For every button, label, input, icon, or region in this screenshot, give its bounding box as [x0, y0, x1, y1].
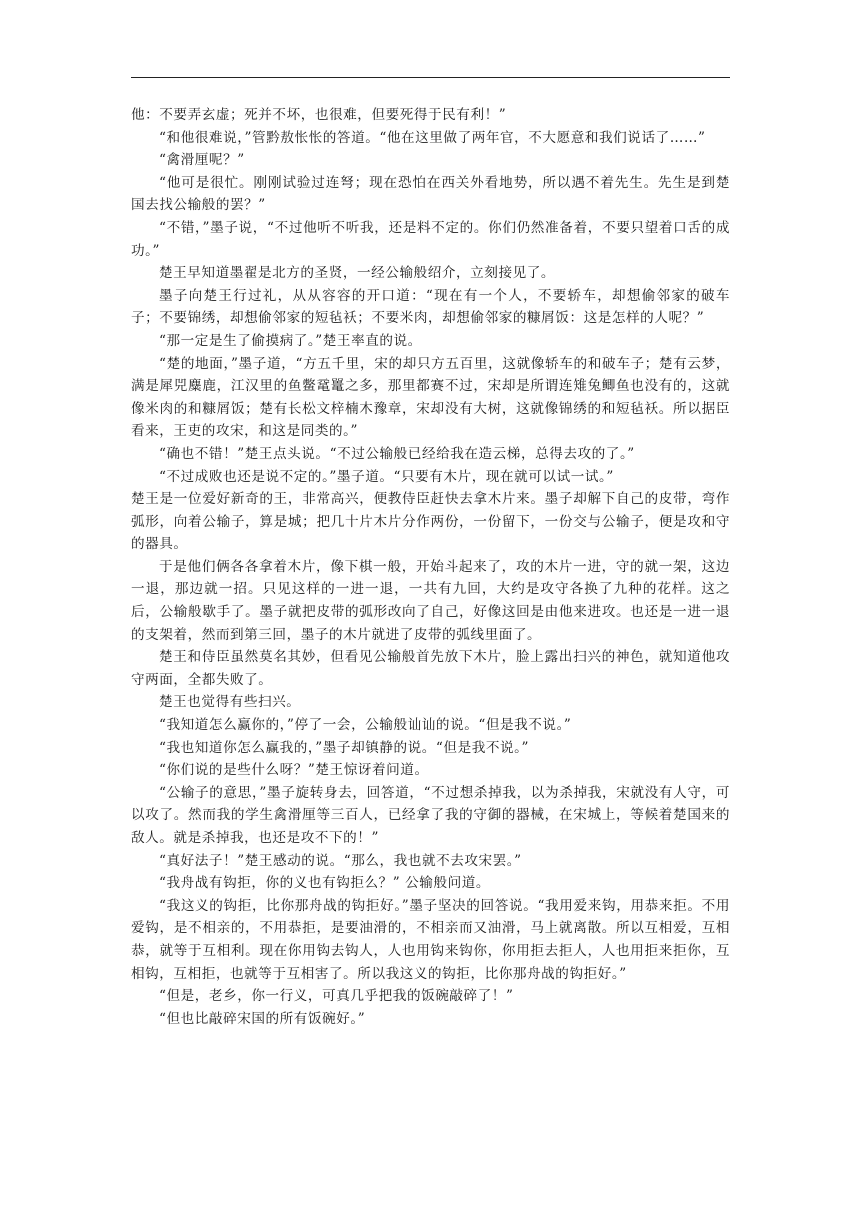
paragraph: “那一定是生了偷摸病了。”楚王率直的说。	[159, 332, 422, 349]
paragraph: 于是他们俩各各拿着木片，像下棋一般，开始斗起来了，攻的木片一进，守的就一架，这边一退，那边就一招。只见这样的一进一退，一共有九回，大约是攻守各换了九种的花样。这之后，公输般歇手了。墨子就把皮带的弧形改向了自己，好像这回是由他来进攻。也还是一进一退的支架着，然而到第三回，墨子的木片就进了皮带的弧线里面了。	[131, 558, 730, 643]
paragraph: “我这义的钩拒，比你那舟战的钩拒好。”墨子坚决的回答说。“我用爱来钩，用恭来拒。不用爱钩，是不相亲的，不用恭拒，是要油滑的，不相亲而又油滑，马上就离散。所以互相爱，互相恭，就等于互相利。现在你用钩去钩人，人也用钩来钩你，你用拒去拒人，人也用拒来拒你，互相钩，互相拒，也就等于互相害了。所以我这义的钩拒，比你那舟战的钩拒好。”	[131, 897, 730, 982]
paragraph: “但也比敲碎宋国的所有饭碗好。”	[159, 1010, 366, 1027]
paragraph: “禽滑厘呢？”	[159, 152, 245, 169]
paragraph: “不过成败也还是说不定的。”墨子道。“只要有木片，现在就可以试一试。”	[159, 468, 614, 485]
header-rule	[131, 77, 730, 78]
paragraph: “公输子的意思，”墨子旋转身去，回答道，“不过想杀掉我，以为杀掉我，宋就没有人守，可以攻了。然而我的学生禽滑厘等三百人，已经拿了我的守御的器械，在宋城上，等候着楚国来的敌人。就是杀掉我，也还是攻不下的！”	[131, 784, 730, 846]
paragraph: “和他很难说，”管黔敖怅怅的答道。“他在这里做了两年官，不大愿意和我们说话了……”	[159, 129, 706, 146]
paragraph: “你们说的是些什么呀？”楚王惊讶着问道。	[159, 762, 429, 779]
paragraph: 他：不要弄玄虚；死并不坏，也很难，但要死得于民有利！”	[131, 107, 507, 123]
paragraph: “我也知道你怎么赢我的，”墨子却镇静的说。“但是我不说。”	[159, 739, 529, 756]
paragraph: “但是，老乡，你一行义，可真几乎把我的饭碗敲碎了！”	[159, 988, 514, 1005]
paragraph: “他可是很忙。刚刚试验过连弩；现在恐怕在西关外看地势，所以遇不着先生。先生是到楚国去找公输般的罢？”	[131, 174, 730, 214]
paragraph: “确也不错！”楚王点头说。“不过公输般已经给我在造云梯，总得去攻的了。”	[159, 445, 635, 462]
paragraph: “我知道怎么赢你的，”停了一会，公输般讪讪的说。“但是我不说。”	[159, 717, 572, 734]
paragraph: “真好法子！”楚王感动的说。“那么，我也就不去攻宋罢。”	[159, 852, 522, 869]
paragraph: “我舟战有钩拒，你的义也有钩拒么？” 公输般问道。	[159, 875, 491, 892]
paragraph: 楚王也觉得有些扫兴。	[159, 694, 301, 711]
paragraph: 楚王早知道墨翟是北方的圣贤，一经公输般绍介，立刻接见了。	[159, 265, 556, 282]
paragraph: 楚王和侍臣虽然莫名其妙，但看见公输般首先放下木片，脸上露出扫兴的神色，就知道他攻守两面，全都失败了。	[131, 649, 730, 688]
paragraph: 墨子向楚王行过礼，从从容容的开口道：“现在有一个人，不要轿车，却想偷邻家的破车子；不要锦绣，却想偷邻家的短毡袄；不要米肉，却想偷邻家的糠屑饭：这是怎样的人呢？”	[131, 287, 730, 327]
body-text	[131, 104, 730, 1030]
paragraph: “楚的地面，”墨子道，“方五千里，宋的却只方五百里，这就像轿车的和破车子；楚有云梦，满是犀兕麋鹿，江汉里的鱼鳖鼋鼍之多，那里都赛不过，宋却是所谓连雉兔鲫鱼也没有的，这就像米肉的和糠屑饭；楚有长松文梓楠木豫章，宋却没有大树，这就像锦绣的和短毡袄。所以据臣看来，王吏的攻宋，和这是同类的。”	[131, 355, 730, 440]
paragraph: “不错，”墨子说，“不过他听不听我，还是料不定的。你们仍然准备着，不要只望着口舌的成功。”	[131, 219, 730, 259]
paragraph: 楚王是一位爱好新奇的王，非常高兴，便教侍臣赶快去拿木片来。墨子却解下自己的皮带，弯作弧形，向着公输子，算是城；把几十片木片分作两份，一份留下，一份交与公输子，便是攻和守的器具。	[131, 491, 730, 553]
